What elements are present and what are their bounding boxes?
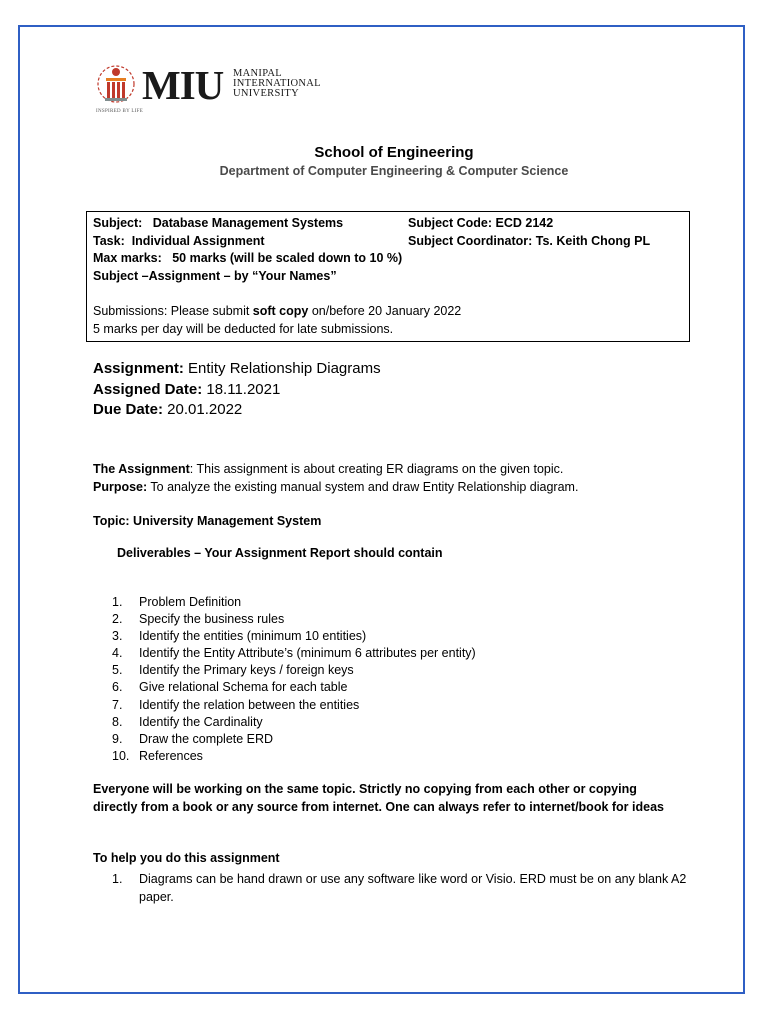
list-number: 6. (112, 680, 123, 695)
logo-university-name (233, 69, 321, 99)
max-marks: Max marks: 50 marks (will be scaled down to 10 %) (93, 251, 403, 265)
list-text: Draw the complete ERD (139, 731, 274, 746)
list-text: Diagrams can be hand drawn or use any software like word or Visio. ERD must be on any blank A2 paper. (139, 872, 687, 904)
assignment-summary (93, 359, 381, 421)
list-number: 3. (112, 629, 123, 644)
list-text: References (139, 748, 203, 763)
logo-line2: INTERNATIONAL (233, 78, 321, 89)
department-title: Department of Computer Engineering & Computer Science (219, 164, 569, 178)
the-assignment-line (93, 461, 563, 478)
due-date-label: Due Date: (93, 401, 164, 418)
deliverables-heading: Deliverables – Your Assignment Report should contain (117, 546, 443, 560)
subject-info-box (86, 211, 690, 342)
task-value: Individual Assignment (131, 234, 265, 248)
list-item (112, 748, 476, 765)
submission-bold: soft copy (252, 304, 309, 318)
list-item (112, 697, 476, 714)
the-assignment-text: : This assignment is about creating ER diagrams on the given topic. (189, 462, 564, 476)
list-number: 2. (112, 612, 123, 627)
list-text: Identify the Cardinality (139, 714, 263, 729)
list-number: 1. (112, 595, 123, 609)
list-item (112, 611, 476, 628)
plagiarism-warning: Everyone will be working on the same topic. Strictly no copying from each other or copying directly from a book or any source from internet. One can always refer to internet/book for ideas (93, 782, 664, 814)
purpose-line (93, 479, 578, 496)
assignment-value: Entity Relationship Diagrams (183, 360, 381, 377)
subject-coordinator: Subject Coordinator: Ts. Keith Chong PL (408, 234, 651, 248)
submission-instructions (93, 303, 461, 319)
subject-line (93, 215, 343, 231)
logo-wordmark: MIU (142, 62, 224, 108)
help-heading: To help you do this assignment (93, 851, 280, 865)
list-item (112, 679, 476, 696)
list-item (112, 870, 692, 906)
purpose-label: Purpose: (93, 480, 148, 494)
subject-label: Subject: (93, 216, 143, 230)
subject-code: Subject Code: ECD 2142 (408, 216, 554, 230)
list-text: Identify the entities (minimum 10 entities) (139, 629, 367, 644)
list-number: 4. (112, 646, 123, 661)
the-assignment-label: The Assignment (93, 462, 190, 476)
due-date-line (93, 400, 381, 421)
subject-value: Database Management Systems (152, 216, 344, 230)
list-text: Give relational Schema for each table (139, 680, 348, 695)
logo-line1: MANIPAL (233, 68, 282, 79)
list-text: Specify the business rules (139, 612, 285, 627)
list-text: Identify the Entity Attribute’s (minimum 6 attributes per entity) (139, 646, 476, 661)
subject-assignment-naming: Subject –Assignment – by “Your Names” (93, 269, 337, 283)
list-number: 7. (112, 697, 123, 712)
list-text: Identify the relation between the entities (139, 697, 360, 712)
assigned-date-value: 18.11.2021 (202, 380, 281, 398)
list-item (112, 662, 476, 679)
assignment-label: Assignment: (93, 360, 184, 377)
university-logo (94, 62, 334, 117)
late-penalty-note: 5 marks per day will be deducted for late submissions. (93, 322, 394, 336)
list-item (112, 731, 476, 748)
topic-line: Topic: University Management System (93, 514, 322, 528)
assigned-date-line (93, 380, 381, 401)
help-list (112, 870, 692, 906)
list-item (112, 714, 476, 731)
list-number: 9. (112, 731, 123, 746)
list-number: 8. (112, 714, 123, 729)
list-item (112, 594, 476, 611)
list-text: Identify the Primary keys / foreign keys (139, 663, 354, 678)
task-label: Task: (93, 234, 125, 248)
list-item (112, 645, 476, 662)
logo-tagline: INSPIRED BY LIFE (96, 109, 144, 114)
due-date-value: 20.01.2022 (163, 401, 243, 418)
submission-post: on/before 20 January 2022 (308, 304, 462, 318)
school-title: School of Engineering (314, 144, 474, 161)
list-number: 10. (112, 748, 130, 763)
list-text: Problem Definition (139, 595, 242, 609)
list-number: 1. (112, 872, 123, 886)
purpose-text: To analyze the existing manual system and draw Entity Relationship diagram. (147, 480, 579, 494)
logo-line3: UNIVERSITY (233, 88, 299, 99)
assigned-date-label: Assigned Date: (93, 380, 203, 398)
task-line (93, 233, 265, 249)
assignment-line (93, 359, 381, 380)
list-item (112, 628, 476, 645)
submission-pre: Submissions: Please submit (93, 304, 253, 318)
list-number: 5. (112, 663, 123, 678)
deliverables-list (112, 594, 476, 765)
